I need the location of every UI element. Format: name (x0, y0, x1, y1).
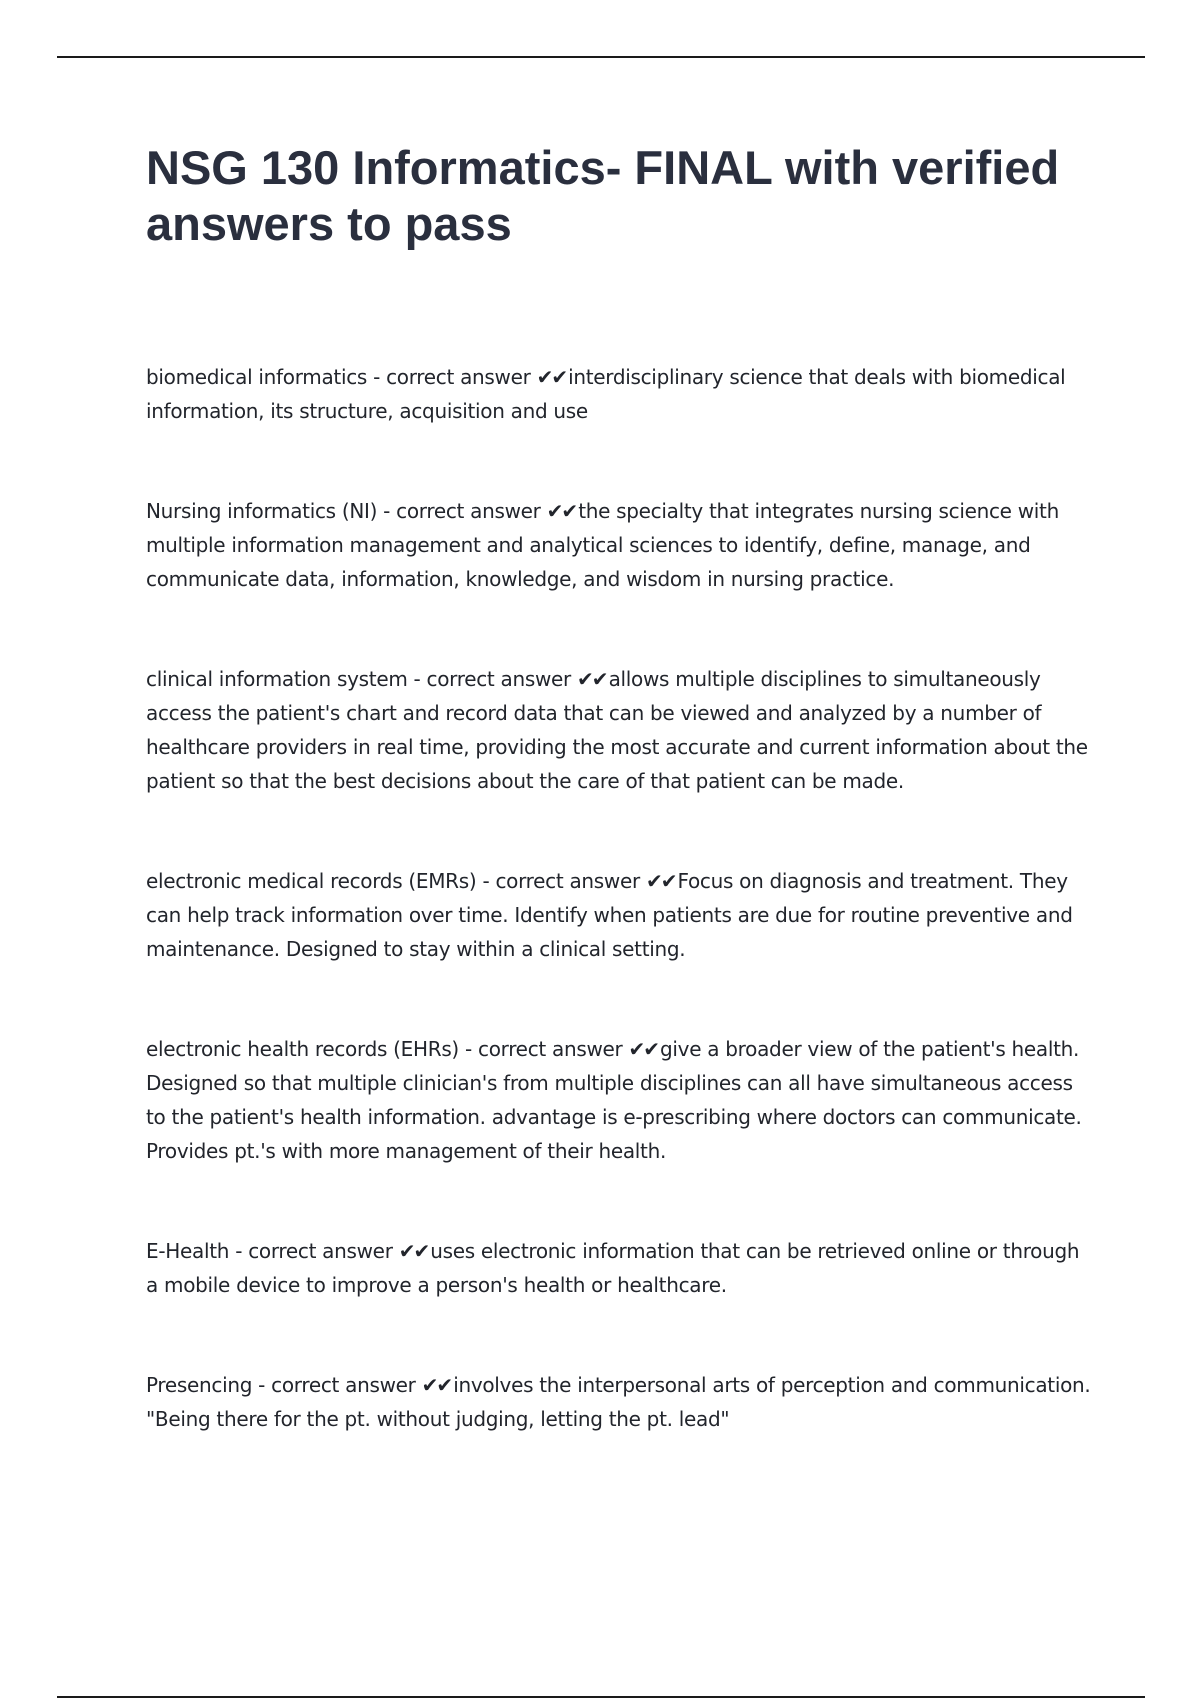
qa-item: electronic health records (EHRs) - correct answer ✔✔ give a broader view of the patient's health. Designed so that multiple clinician's from multiple disciplines can all have simultaneous access to the patient's health information. advantage is e-prescribing where doctors can communicate. Provides pt.'s with more management of their health. (146, 1037, 1082, 1163)
qa-term: electronic health records (EHRs) (146, 1037, 459, 1061)
qa-item: Nursing informatics (NI) - correct answer ✔✔ the specialty that integrates nursing science with multiple information management and analytical sciences to identify, define, manage, and communicate data, information, knowledge, and wisdom in nursing practice. (146, 499, 1059, 591)
check-icon: ✔✔ (536, 365, 567, 389)
answer-marker: correct answer (386, 365, 531, 389)
check-icon: ✔✔ (577, 667, 607, 691)
qa-item: biomedical informatics - correct answer ✔✔ interdisciplinary science that deals with biomedical information, its structure, acquisition and use (146, 365, 1066, 423)
document-body (146, 140, 1096, 1502)
qa-item: electronic medical records (EMRs) - correct answer ✔✔ Focus on diagnosis and treatment. They can help track information over time. Identify when patients are due for routine preventive and maintenance. Designed to stay within a clinical setting. (146, 869, 1073, 961)
qa-definition: Focus on diagnosis and treatment. They can help track information over time. Identify when patients are due for routine preventive and maintenance. Designed to stay within a clinical setting. (146, 869, 1073, 961)
qa-term: E-Health (146, 1239, 230, 1263)
qa-term: Presencing (146, 1373, 253, 1397)
qa-term: clinical information system (146, 667, 408, 691)
qa-definition: involves the interpersonal arts of perception and communication. "Being there for the pt. without judging, letting the pt. lead" (146, 1373, 1091, 1431)
qa-item: clinical information system - correct answer ✔✔ allows multiple disciplines to simultaneously access the patient's chart and record data that can be viewed and analyzed by a number of healthcare providers in real time, providing the most accurate and current information about the patient so that the best decisions about the care of that patient can be made. (146, 667, 1088, 793)
answer-marker: correct answer (426, 667, 571, 691)
qa-definition: give a broader view of the patient's health. Designed so that multiple clinician's from multiple disciplines can all have simultaneous access to the patient's health information. advantage is e-prescribing where doctors can communicate. Provides pt.'s with more management of their health. (146, 1037, 1082, 1163)
qa-item: E-Health - correct answer ✔✔ uses electronic information that can be retrieved online or through a mobile device to improve a person's health or healthcare. (146, 1239, 1080, 1297)
qa-definition: uses electronic information that can be retrieved online or through a mobile device to improve a person's health or healthcare. (146, 1239, 1080, 1297)
bottom-divider (57, 1696, 1145, 1698)
document-title: NSG 130 Informatics- FINAL with verified answers to pass (146, 141, 1060, 250)
qa-term: electronic medical records (EMRs) (146, 869, 477, 893)
qa-term: Nursing informatics (NI) (146, 499, 378, 523)
check-icon: ✔✔ (421, 1373, 452, 1397)
qa-term: biomedical informatics (146, 365, 368, 389)
qa-definition: allows multiple disciplines to simultaneously access the patient's chart and record data that can be viewed and analyzed by a number of healthcare providers in real time, providing the most accurate and current information about the patient so that the best decisions about the care of that patient can be made. (146, 667, 1088, 793)
answer-marker: correct answer (478, 1037, 623, 1061)
check-icon: ✔✔ (398, 1239, 429, 1263)
check-icon: ✔✔ (628, 1037, 659, 1061)
qa-definition: interdisciplinary science that deals with biomedical information, its structure, acquisition and use (146, 365, 1066, 423)
top-divider (57, 56, 1145, 58)
answer-marker: correct answer (248, 1239, 393, 1263)
qa-list (146, 360, 1096, 1436)
check-icon: ✔✔ (546, 499, 577, 523)
answer-marker: correct answer (495, 869, 640, 893)
answer-marker: correct answer (396, 499, 541, 523)
qa-definition: the specialty that integrates nursing science with multiple information management and analytical sciences to identify, define, manage, and communicate data, information, knowledge, and wisdom in nursing practice. (146, 499, 1059, 591)
qa-item: Presencing - correct answer ✔✔ involves the interpersonal arts of perception and communication. "Being there for the pt. without judging, letting the pt. lead" (146, 1373, 1091, 1431)
answer-marker: correct answer (271, 1373, 416, 1397)
check-icon: ✔✔ (645, 869, 676, 893)
